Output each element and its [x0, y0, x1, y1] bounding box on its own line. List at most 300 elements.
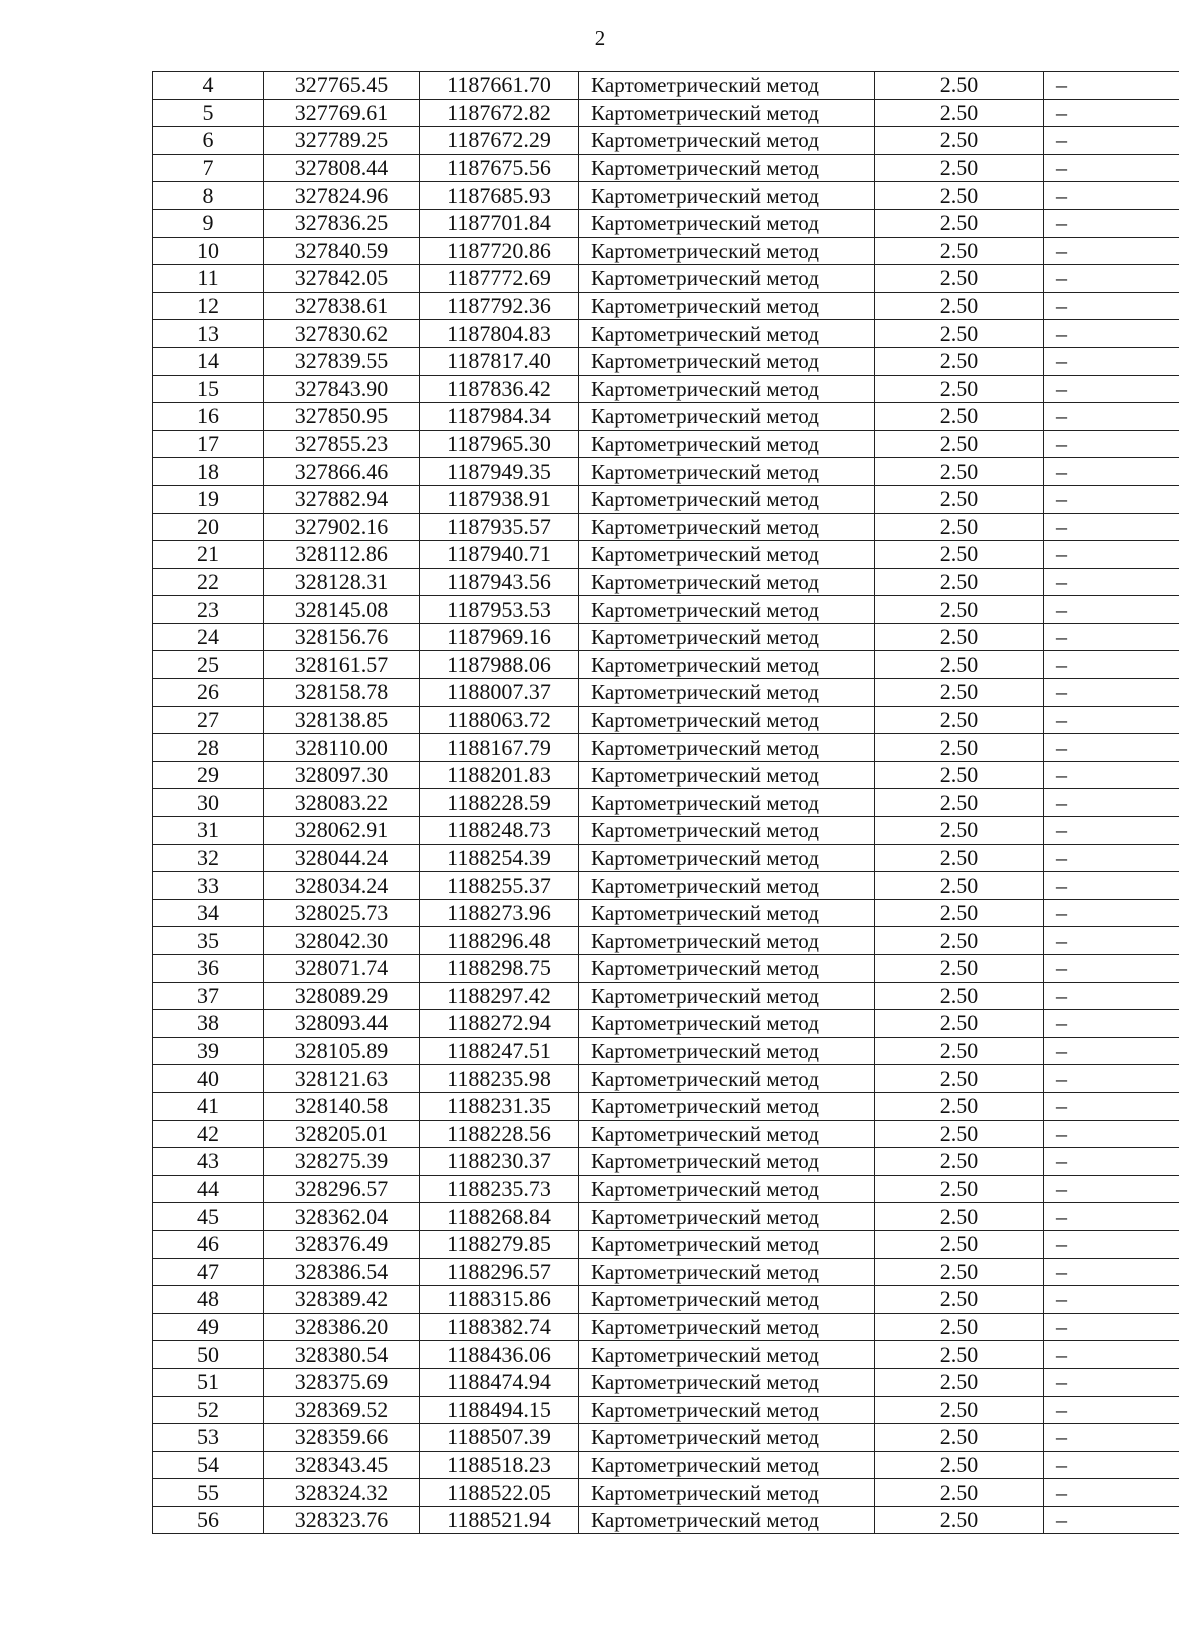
- note-cell: –: [1044, 1120, 1180, 1148]
- y-coordinate-cell: 1188228.56: [420, 1120, 579, 1148]
- note-cell: –: [1044, 789, 1180, 817]
- accuracy-cell: 2.50: [875, 955, 1044, 983]
- table-row: [153, 1479, 1180, 1507]
- method-cell: Картометрический метод: [579, 1313, 875, 1341]
- table-row: [153, 485, 1180, 513]
- x-coordinate-cell: 328205.01: [264, 1120, 420, 1148]
- x-coordinate-cell: 328093.44: [264, 1010, 420, 1038]
- note-cell: –: [1044, 817, 1180, 845]
- point-number-cell: 24: [153, 623, 264, 651]
- note-cell: –: [1044, 154, 1180, 182]
- x-coordinate-cell: 328145.08: [264, 596, 420, 624]
- point-number-cell: 44: [153, 1175, 264, 1203]
- x-coordinate-cell: 327824.96: [264, 182, 420, 210]
- method-cell: Картометрический метод: [579, 1451, 875, 1479]
- accuracy-cell: 2.50: [875, 347, 1044, 375]
- table-row: [153, 1175, 1180, 1203]
- accuracy-cell: 2.50: [875, 1010, 1044, 1038]
- note-cell: –: [1044, 1010, 1180, 1038]
- note-cell: –: [1044, 99, 1180, 127]
- note-cell: –: [1044, 375, 1180, 403]
- note-cell: –: [1044, 1341, 1180, 1369]
- point-number-cell: 17: [153, 430, 264, 458]
- table-row: [153, 458, 1180, 486]
- table-row: [153, 347, 1180, 375]
- point-number-cell: 12: [153, 292, 264, 320]
- table-row: [153, 99, 1180, 127]
- x-coordinate-cell: 328112.86: [264, 541, 420, 569]
- point-number-cell: 9: [153, 209, 264, 237]
- table-row: [153, 1120, 1180, 1148]
- accuracy-cell: 2.50: [875, 209, 1044, 237]
- x-coordinate-cell: 328389.42: [264, 1286, 420, 1314]
- accuracy-cell: 2.50: [875, 817, 1044, 845]
- table-row: [153, 320, 1180, 348]
- x-coordinate-cell: 328110.00: [264, 734, 420, 762]
- note-cell: –: [1044, 430, 1180, 458]
- table-row: [153, 237, 1180, 265]
- table-row: [153, 623, 1180, 651]
- accuracy-cell: 2.50: [875, 1479, 1044, 1507]
- x-coordinate-cell: 328062.91: [264, 817, 420, 845]
- method-cell: Картометрический метод: [579, 209, 875, 237]
- accuracy-cell: 2.50: [875, 485, 1044, 513]
- x-coordinate-cell: 327855.23: [264, 430, 420, 458]
- coordinates-table: [152, 71, 1179, 1534]
- table-row: [153, 651, 1180, 679]
- note-cell: –: [1044, 541, 1180, 569]
- method-cell: Картометрический метод: [579, 734, 875, 762]
- note-cell: –: [1044, 651, 1180, 679]
- y-coordinate-cell: 1187772.69: [420, 265, 579, 293]
- y-coordinate-cell: 1188247.51: [420, 1037, 579, 1065]
- note-cell: –: [1044, 292, 1180, 320]
- table-row: [153, 1203, 1180, 1231]
- note-cell: –: [1044, 237, 1180, 265]
- x-coordinate-cell: 327902.16: [264, 513, 420, 541]
- note-cell: –: [1044, 320, 1180, 348]
- accuracy-cell: 2.50: [875, 734, 1044, 762]
- table-row: [153, 1258, 1180, 1286]
- x-coordinate-cell: 327836.25: [264, 209, 420, 237]
- note-cell: –: [1044, 596, 1180, 624]
- note-cell: –: [1044, 955, 1180, 983]
- note-cell: –: [1044, 1092, 1180, 1120]
- x-coordinate-cell: 327839.55: [264, 347, 420, 375]
- accuracy-cell: 2.50: [875, 375, 1044, 403]
- note-cell: –: [1044, 403, 1180, 431]
- accuracy-cell: 2.50: [875, 430, 1044, 458]
- x-coordinate-cell: 328138.85: [264, 706, 420, 734]
- point-number-cell: 33: [153, 872, 264, 900]
- note-cell: –: [1044, 182, 1180, 210]
- x-coordinate-cell: 327830.62: [264, 320, 420, 348]
- accuracy-cell: 2.50: [875, 872, 1044, 900]
- accuracy-cell: 2.50: [875, 154, 1044, 182]
- table-row: [153, 899, 1180, 927]
- accuracy-cell: 2.50: [875, 982, 1044, 1010]
- note-cell: –: [1044, 1203, 1180, 1231]
- point-number-cell: 55: [153, 1479, 264, 1507]
- note-cell: –: [1044, 1258, 1180, 1286]
- accuracy-cell: 2.50: [875, 541, 1044, 569]
- note-cell: –: [1044, 1175, 1180, 1203]
- point-number-cell: 51: [153, 1368, 264, 1396]
- point-number-cell: 53: [153, 1424, 264, 1452]
- table-row: [153, 789, 1180, 817]
- table-row: [153, 154, 1180, 182]
- accuracy-cell: 2.50: [875, 927, 1044, 955]
- note-cell: –: [1044, 1506, 1180, 1534]
- accuracy-cell: 2.50: [875, 1037, 1044, 1065]
- point-number-cell: 43: [153, 1148, 264, 1176]
- method-cell: Картометрический метод: [579, 623, 875, 651]
- x-coordinate-cell: 327843.90: [264, 375, 420, 403]
- x-coordinate-cell: 328156.76: [264, 623, 420, 651]
- x-coordinate-cell: 328042.30: [264, 927, 420, 955]
- note-cell: –: [1044, 265, 1180, 293]
- accuracy-cell: 2.50: [875, 844, 1044, 872]
- y-coordinate-cell: 1187836.42: [420, 375, 579, 403]
- point-number-cell: 34: [153, 899, 264, 927]
- y-coordinate-cell: 1187792.36: [420, 292, 579, 320]
- x-coordinate-cell: 328376.49: [264, 1230, 420, 1258]
- note-cell: –: [1044, 927, 1180, 955]
- x-coordinate-cell: 328296.57: [264, 1175, 420, 1203]
- method-cell: Картометрический метод: [579, 1258, 875, 1286]
- x-coordinate-cell: 327789.25: [264, 127, 420, 155]
- y-coordinate-cell: 1188382.74: [420, 1313, 579, 1341]
- point-number-cell: 39: [153, 1037, 264, 1065]
- note-cell: –: [1044, 1230, 1180, 1258]
- table-row: [153, 1230, 1180, 1258]
- method-cell: Картометрический метод: [579, 596, 875, 624]
- y-coordinate-cell: 1188255.37: [420, 872, 579, 900]
- point-number-cell: 4: [153, 72, 264, 100]
- method-cell: Картометрический метод: [579, 127, 875, 155]
- x-coordinate-cell: 328071.74: [264, 955, 420, 983]
- y-coordinate-cell: 1187984.34: [420, 403, 579, 431]
- x-coordinate-cell: 328380.54: [264, 1341, 420, 1369]
- x-coordinate-cell: 328089.29: [264, 982, 420, 1010]
- point-number-cell: 29: [153, 761, 264, 789]
- method-cell: Картометрический метод: [579, 679, 875, 707]
- note-cell: –: [1044, 1479, 1180, 1507]
- y-coordinate-cell: 1188201.83: [420, 761, 579, 789]
- x-coordinate-cell: 328025.73: [264, 899, 420, 927]
- method-cell: Картометрический метод: [579, 99, 875, 127]
- x-coordinate-cell: 327808.44: [264, 154, 420, 182]
- point-number-cell: 52: [153, 1396, 264, 1424]
- x-coordinate-cell: 328121.63: [264, 1065, 420, 1093]
- method-cell: Картометрический метод: [579, 1092, 875, 1120]
- y-coordinate-cell: 1188494.15: [420, 1396, 579, 1424]
- table-row: [153, 1506, 1180, 1534]
- y-coordinate-cell: 1188518.23: [420, 1451, 579, 1479]
- point-number-cell: 7: [153, 154, 264, 182]
- y-coordinate-cell: 1188230.37: [420, 1148, 579, 1176]
- y-coordinate-cell: 1187943.56: [420, 568, 579, 596]
- x-coordinate-cell: 327850.95: [264, 403, 420, 431]
- note-cell: –: [1044, 899, 1180, 927]
- point-number-cell: 27: [153, 706, 264, 734]
- accuracy-cell: 2.50: [875, 1065, 1044, 1093]
- point-number-cell: 46: [153, 1230, 264, 1258]
- x-coordinate-cell: 328369.52: [264, 1396, 420, 1424]
- x-coordinate-cell: 328375.69: [264, 1368, 420, 1396]
- method-cell: Картометрический метод: [579, 154, 875, 182]
- table-row: [153, 982, 1180, 1010]
- point-number-cell: 45: [153, 1203, 264, 1231]
- method-cell: Картометрический метод: [579, 568, 875, 596]
- x-coordinate-cell: 327842.05: [264, 265, 420, 293]
- accuracy-cell: 2.50: [875, 1286, 1044, 1314]
- y-coordinate-cell: 1188521.94: [420, 1506, 579, 1534]
- y-coordinate-cell: 1187804.83: [420, 320, 579, 348]
- accuracy-cell: 2.50: [875, 623, 1044, 651]
- method-cell: Картометрический метод: [579, 761, 875, 789]
- y-coordinate-cell: 1188507.39: [420, 1424, 579, 1452]
- method-cell: Картометрический метод: [579, 72, 875, 100]
- point-number-cell: 48: [153, 1286, 264, 1314]
- accuracy-cell: 2.50: [875, 1203, 1044, 1231]
- point-number-cell: 20: [153, 513, 264, 541]
- accuracy-cell: 2.50: [875, 899, 1044, 927]
- point-number-cell: 19: [153, 485, 264, 513]
- method-cell: Картометрический метод: [579, 265, 875, 293]
- note-cell: –: [1044, 623, 1180, 651]
- accuracy-cell: 2.50: [875, 761, 1044, 789]
- note-cell: –: [1044, 1286, 1180, 1314]
- note-cell: –: [1044, 1424, 1180, 1452]
- y-coordinate-cell: 1187938.91: [420, 485, 579, 513]
- note-cell: –: [1044, 1451, 1180, 1479]
- y-coordinate-cell: 1187675.56: [420, 154, 579, 182]
- x-coordinate-cell: 328386.54: [264, 1258, 420, 1286]
- point-number-cell: 16: [153, 403, 264, 431]
- note-cell: –: [1044, 761, 1180, 789]
- table-row: [153, 72, 1180, 100]
- point-number-cell: 25: [153, 651, 264, 679]
- table-row: [153, 1148, 1180, 1176]
- accuracy-cell: 2.50: [875, 1341, 1044, 1369]
- method-cell: Картометрический метод: [579, 1148, 875, 1176]
- accuracy-cell: 2.50: [875, 403, 1044, 431]
- x-coordinate-cell: 328362.04: [264, 1203, 420, 1231]
- table-row: [153, 955, 1180, 983]
- method-cell: Картометрический метод: [579, 375, 875, 403]
- table-row: [153, 127, 1180, 155]
- x-coordinate-cell: 328343.45: [264, 1451, 420, 1479]
- x-coordinate-cell: 328275.39: [264, 1148, 420, 1176]
- method-cell: Картометрический метод: [579, 292, 875, 320]
- point-number-cell: 31: [153, 817, 264, 845]
- accuracy-cell: 2.50: [875, 237, 1044, 265]
- point-number-cell: 41: [153, 1092, 264, 1120]
- accuracy-cell: 2.50: [875, 1120, 1044, 1148]
- method-cell: Картометрический метод: [579, 1065, 875, 1093]
- method-cell: Картометрический метод: [579, 955, 875, 983]
- method-cell: Картометрический метод: [579, 899, 875, 927]
- x-coordinate-cell: 327866.46: [264, 458, 420, 486]
- note-cell: –: [1044, 679, 1180, 707]
- note-cell: –: [1044, 1396, 1180, 1424]
- note-cell: –: [1044, 734, 1180, 762]
- point-number-cell: 5: [153, 99, 264, 127]
- table-row: [153, 761, 1180, 789]
- table-row: [153, 568, 1180, 596]
- method-cell: Картометрический метод: [579, 1175, 875, 1203]
- y-coordinate-cell: 1187940.71: [420, 541, 579, 569]
- method-cell: Картометрический метод: [579, 237, 875, 265]
- accuracy-cell: 2.50: [875, 651, 1044, 679]
- y-coordinate-cell: 1188235.73: [420, 1175, 579, 1203]
- method-cell: Картометрический метод: [579, 927, 875, 955]
- table-row: [153, 1010, 1180, 1038]
- point-number-cell: 36: [153, 955, 264, 983]
- method-cell: Картометрический метод: [579, 1396, 875, 1424]
- point-number-cell: 49: [153, 1313, 264, 1341]
- accuracy-cell: 2.50: [875, 99, 1044, 127]
- method-cell: Картометрический метод: [579, 1424, 875, 1452]
- point-number-cell: 13: [153, 320, 264, 348]
- y-coordinate-cell: 1187720.86: [420, 237, 579, 265]
- point-number-cell: 40: [153, 1065, 264, 1093]
- point-number-cell: 47: [153, 1258, 264, 1286]
- table-row: [153, 817, 1180, 845]
- point-number-cell: 35: [153, 927, 264, 955]
- point-number-cell: 15: [153, 375, 264, 403]
- accuracy-cell: 2.50: [875, 1506, 1044, 1534]
- page-number: 2: [594, 26, 606, 50]
- accuracy-cell: 2.50: [875, 706, 1044, 734]
- y-coordinate-cell: 1188007.37: [420, 679, 579, 707]
- note-cell: –: [1044, 1368, 1180, 1396]
- x-coordinate-cell: 328359.66: [264, 1424, 420, 1452]
- method-cell: Картометрический метод: [579, 1286, 875, 1314]
- accuracy-cell: 2.50: [875, 568, 1044, 596]
- y-coordinate-cell: 1188296.57: [420, 1258, 579, 1286]
- y-coordinate-cell: 1188254.39: [420, 844, 579, 872]
- y-coordinate-cell: 1187672.82: [420, 99, 579, 127]
- accuracy-cell: 2.50: [875, 1230, 1044, 1258]
- method-cell: Картометрический метод: [579, 844, 875, 872]
- table-row: [153, 430, 1180, 458]
- method-cell: Картометрический метод: [579, 458, 875, 486]
- note-cell: –: [1044, 844, 1180, 872]
- table-row: [153, 706, 1180, 734]
- y-coordinate-cell: 1187672.29: [420, 127, 579, 155]
- y-coordinate-cell: 1187817.40: [420, 347, 579, 375]
- note-cell: –: [1044, 1037, 1180, 1065]
- y-coordinate-cell: 1187949.35: [420, 458, 579, 486]
- note-cell: –: [1044, 485, 1180, 513]
- method-cell: Картометрический метод: [579, 1120, 875, 1148]
- x-coordinate-cell: 328324.32: [264, 1479, 420, 1507]
- accuracy-cell: 2.50: [875, 679, 1044, 707]
- point-number-cell: 56: [153, 1506, 264, 1534]
- accuracy-cell: 2.50: [875, 1368, 1044, 1396]
- accuracy-cell: 2.50: [875, 1175, 1044, 1203]
- accuracy-cell: 2.50: [875, 458, 1044, 486]
- y-coordinate-cell: 1188315.86: [420, 1286, 579, 1314]
- note-cell: –: [1044, 872, 1180, 900]
- note-cell: –: [1044, 458, 1180, 486]
- y-coordinate-cell: 1188268.84: [420, 1203, 579, 1231]
- x-coordinate-cell: 328158.78: [264, 679, 420, 707]
- x-coordinate-cell: 327765.45: [264, 72, 420, 100]
- y-coordinate-cell: 1188522.05: [420, 1479, 579, 1507]
- point-number-cell: 10: [153, 237, 264, 265]
- table-row: [153, 734, 1180, 762]
- accuracy-cell: 2.50: [875, 292, 1044, 320]
- y-coordinate-cell: 1188248.73: [420, 817, 579, 845]
- accuracy-cell: 2.50: [875, 72, 1044, 100]
- x-coordinate-cell: 328044.24: [264, 844, 420, 872]
- table-row: [153, 1286, 1180, 1314]
- accuracy-cell: 2.50: [875, 182, 1044, 210]
- method-cell: Картометрический метод: [579, 1341, 875, 1369]
- table-row: [153, 1092, 1180, 1120]
- point-number-cell: 54: [153, 1451, 264, 1479]
- x-coordinate-cell: 328097.30: [264, 761, 420, 789]
- table-row: [153, 541, 1180, 569]
- y-coordinate-cell: 1188273.96: [420, 899, 579, 927]
- table-row: [153, 292, 1180, 320]
- note-cell: –: [1044, 209, 1180, 237]
- note-cell: –: [1044, 568, 1180, 596]
- accuracy-cell: 2.50: [875, 1313, 1044, 1341]
- point-number-cell: 22: [153, 568, 264, 596]
- y-coordinate-cell: 1188298.75: [420, 955, 579, 983]
- accuracy-cell: 2.50: [875, 1451, 1044, 1479]
- point-number-cell: 42: [153, 1120, 264, 1148]
- method-cell: Картометрический метод: [579, 706, 875, 734]
- x-coordinate-cell: 327769.61: [264, 99, 420, 127]
- method-cell: Картометрический метод: [579, 789, 875, 817]
- table-row: [153, 1451, 1180, 1479]
- y-coordinate-cell: 1188167.79: [420, 734, 579, 762]
- point-number-cell: 6: [153, 127, 264, 155]
- table-row: [153, 1368, 1180, 1396]
- method-cell: Картометрический метод: [579, 182, 875, 210]
- accuracy-cell: 2.50: [875, 1424, 1044, 1452]
- accuracy-cell: 2.50: [875, 127, 1044, 155]
- y-coordinate-cell: 1188296.48: [420, 927, 579, 955]
- method-cell: Картометрический метод: [579, 430, 875, 458]
- note-cell: –: [1044, 1065, 1180, 1093]
- y-coordinate-cell: 1188272.94: [420, 1010, 579, 1038]
- table-row: [153, 1341, 1180, 1369]
- point-number-cell: 30: [153, 789, 264, 817]
- accuracy-cell: 2.50: [875, 1258, 1044, 1286]
- method-cell: Картометрический метод: [579, 982, 875, 1010]
- x-coordinate-cell: 327882.94: [264, 485, 420, 513]
- table-row: [153, 596, 1180, 624]
- accuracy-cell: 2.50: [875, 1396, 1044, 1424]
- table-row: [153, 209, 1180, 237]
- table-row: [153, 1396, 1180, 1424]
- y-coordinate-cell: 1188228.59: [420, 789, 579, 817]
- note-cell: –: [1044, 706, 1180, 734]
- point-number-cell: 50: [153, 1341, 264, 1369]
- x-coordinate-cell: 328140.58: [264, 1092, 420, 1120]
- y-coordinate-cell: 1187953.53: [420, 596, 579, 624]
- x-coordinate-cell: 328083.22: [264, 789, 420, 817]
- y-coordinate-cell: 1188474.94: [420, 1368, 579, 1396]
- x-coordinate-cell: 328323.76: [264, 1506, 420, 1534]
- x-coordinate-cell: 328386.20: [264, 1313, 420, 1341]
